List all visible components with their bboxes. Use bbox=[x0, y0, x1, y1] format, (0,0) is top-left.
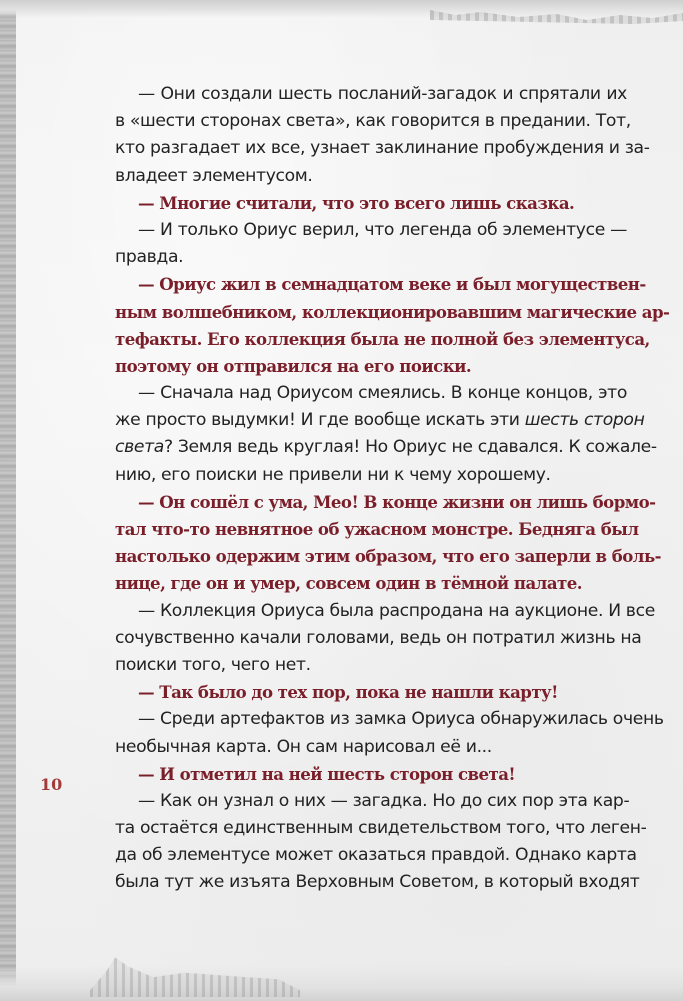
italic-emphasis: света bbox=[115, 437, 164, 458]
text-run: же просто выдумки! И где вообще искать эти bbox=[115, 410, 525, 431]
text-line: — Коллекция Ориуса была распродана на аукционе. И все bbox=[138, 600, 655, 621]
text-line: правда. bbox=[115, 247, 184, 268]
paragraph-narration bbox=[115, 706, 664, 760]
italic-emphasis: шесть сторон bbox=[524, 410, 645, 431]
text-run: ? Земля ведь круглая! Но Ориус не сдавался. К сожале- bbox=[163, 437, 657, 458]
text-line: настолько одержим этим образом, что его заперли в боль- bbox=[115, 546, 662, 567]
paragraph-dialogue bbox=[115, 190, 627, 217]
text-line: — Так было до тех пор, пока не нашли карту! bbox=[138, 682, 558, 703]
text-line: нице, где он и умер, совсем один в тёмной палате. bbox=[115, 573, 582, 594]
text-line: — Сначала над Ориусом смеялись. В конце концов, это bbox=[138, 383, 627, 404]
paragraph-narration bbox=[115, 217, 627, 271]
text-line: поиски того, чего нет. bbox=[115, 654, 311, 675]
text-line bbox=[115, 434, 657, 461]
torn-edge-left bbox=[0, 0, 16, 1001]
text-line bbox=[115, 407, 645, 434]
text-line: — Он сошёл с ума, Мео! В конце жизни он лишь бормо- bbox=[138, 491, 656, 512]
text-line: нию, его поиски не привели ни к чему хорошему. bbox=[115, 464, 551, 485]
torn-edge-top bbox=[0, 0, 683, 18]
text-line: тал что-то невнятное об ужасном монстре. Бедняга был bbox=[115, 519, 639, 539]
text-line: — Среди артефактов из замка Ориуса обнаружилась очень bbox=[138, 709, 664, 730]
text-line: — И отметил на ней шесть сторон света! bbox=[138, 763, 516, 784]
paragraph-narration bbox=[115, 81, 650, 190]
paragraph-dialogue bbox=[115, 271, 670, 380]
text-line: в «шести сторонах света», как говорится в предании. Тот, bbox=[115, 111, 631, 132]
text-line: — Ориус жил в семнадцатом веке и был могуществен- bbox=[138, 274, 646, 295]
text-line: да об элементусе может оказаться правдой. Однако карта bbox=[115, 845, 637, 866]
text-line: — Многие считали, что это всего лишь сказка. bbox=[138, 192, 575, 213]
paragraph-dialogue bbox=[115, 679, 627, 706]
text-line: была тут же изъята Верховным Советом, в который входят bbox=[115, 872, 640, 893]
page-body-text bbox=[115, 81, 670, 897]
text-line: — Они создали шесть посланий-загадок и спрятали их bbox=[138, 84, 627, 104]
paragraph-narration bbox=[115, 788, 647, 897]
text-line: ным волшебником, коллекционировавшим магические ар- bbox=[115, 301, 670, 322]
paragraph-narration bbox=[115, 598, 655, 680]
text-line: поэтому он отправился на его поиски. bbox=[115, 355, 472, 376]
text-line: та остаётся единственным свидетельством того, что леген- bbox=[115, 818, 647, 839]
paragraph-dialogue bbox=[115, 761, 627, 788]
text-line: необычная карта. Он сам нарисовал её и... bbox=[115, 736, 492, 757]
text-line: — Как он узнал о них — загадка. Но до сих пор эта кар- bbox=[138, 790, 630, 811]
paragraph-dialogue bbox=[115, 489, 662, 598]
text-line: — И только Ориус верил, что легенда об элементусе — bbox=[138, 219, 627, 240]
paragraph-narration bbox=[115, 380, 657, 489]
text-line: кто разгадает их все, узнает заклинание пробуждения и за- bbox=[115, 138, 650, 159]
text-line: владеет элементусом. bbox=[115, 165, 313, 186]
text-line: сочувственно качали головами, ведь он потратил жизнь на bbox=[115, 627, 642, 648]
text-line: тефакты. Его коллекция была не полной без элементуса, bbox=[115, 328, 650, 349]
page-number: 10 bbox=[40, 775, 63, 794]
